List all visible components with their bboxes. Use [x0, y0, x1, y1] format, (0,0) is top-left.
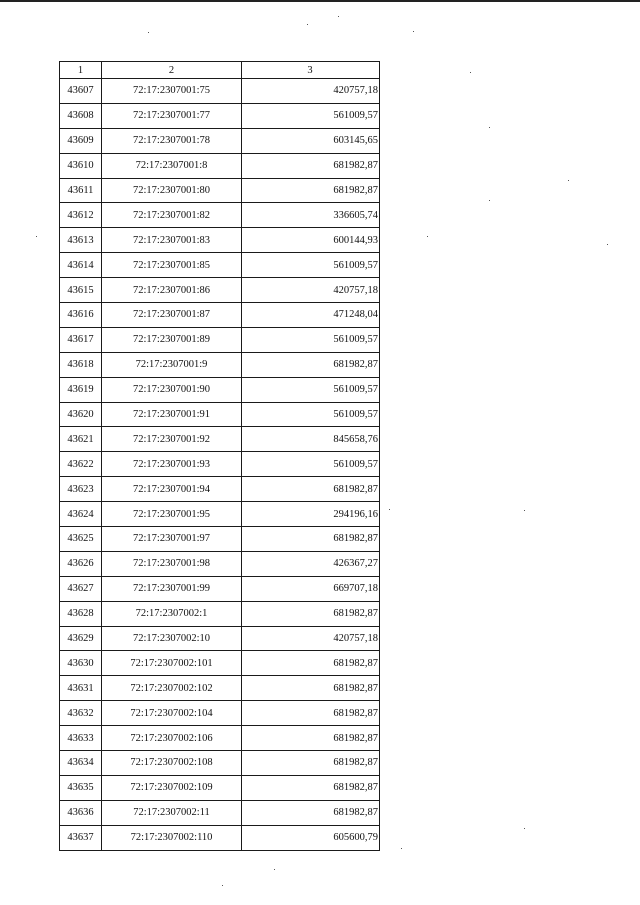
value-cell: 681982,87 [242, 601, 380, 626]
table-row [60, 253, 380, 278]
cadastral-number-cell: 72:17:2307001:87 [102, 303, 242, 328]
scan-speck [36, 236, 37, 237]
table-row [60, 178, 380, 203]
scan-speck [489, 127, 490, 128]
cadastral-number-cell: 72:17:2307001:80 [102, 178, 242, 203]
cadastral-number-cell: 72:17:2307001:90 [102, 377, 242, 402]
cadastral-number-cell: 72:17:2307002:11 [102, 800, 242, 825]
cadastral-number-cell: 72:17:2307001:85 [102, 253, 242, 278]
value-cell: 681982,87 [242, 751, 380, 776]
table-row [60, 775, 380, 800]
scan-speck [607, 244, 608, 245]
table-row [60, 527, 380, 552]
scan-speck [489, 200, 490, 201]
row-number-cell: 43611 [60, 178, 102, 203]
cadastral-number-cell: 72:17:2307001:94 [102, 477, 242, 502]
row-number-cell: 43608 [60, 103, 102, 128]
table-row [60, 502, 380, 527]
value-cell: 420757,18 [242, 278, 380, 303]
cadastral-number-cell: 72:17:2307002:110 [102, 825, 242, 850]
cadastral-number-cell: 72:17:2307001:78 [102, 128, 242, 153]
row-number-cell: 43610 [60, 153, 102, 178]
table-row [60, 551, 380, 576]
table-row [60, 103, 380, 128]
row-number-cell: 43616 [60, 303, 102, 328]
table-row [60, 153, 380, 178]
value-cell: 681982,87 [242, 651, 380, 676]
row-number-cell: 43633 [60, 726, 102, 751]
row-number-cell: 43621 [60, 427, 102, 452]
table-row [60, 751, 380, 776]
value-cell: 561009,57 [242, 377, 380, 402]
value-cell: 669707,18 [242, 576, 380, 601]
value-cell: 681982,87 [242, 775, 380, 800]
cadastral-number-cell: 72:17:2307001:77 [102, 103, 242, 128]
row-number-cell: 43609 [60, 128, 102, 153]
row-number-cell: 43627 [60, 576, 102, 601]
row-number-cell: 43635 [60, 775, 102, 800]
cadastral-number-cell: 72:17:2307002:109 [102, 775, 242, 800]
table-row [60, 477, 380, 502]
row-number-cell: 43626 [60, 551, 102, 576]
value-cell: 681982,87 [242, 676, 380, 701]
table-row [60, 576, 380, 601]
row-number-cell: 43613 [60, 228, 102, 253]
cadastral-number-cell: 72:17:2307002:10 [102, 626, 242, 651]
scan-speck [338, 16, 339, 17]
cadastral-number-cell: 72:17:2307001:91 [102, 402, 242, 427]
value-cell: 681982,87 [242, 800, 380, 825]
table-row [60, 676, 380, 701]
scan-top-edge [0, 0, 640, 2]
row-number-cell: 43619 [60, 377, 102, 402]
scan-speck [413, 31, 414, 32]
value-cell: 420757,18 [242, 79, 380, 104]
value-cell: 681982,87 [242, 477, 380, 502]
value-cell: 600144,93 [242, 228, 380, 253]
scan-speck [307, 24, 308, 25]
scan-speck [470, 72, 471, 73]
value-cell: 681982,87 [242, 352, 380, 377]
cadastral-number-cell: 72:17:2307002:108 [102, 751, 242, 776]
column-header: 2 [102, 62, 242, 79]
cadastral-number-cell: 72:17:2307001:89 [102, 327, 242, 352]
table-row [60, 427, 380, 452]
value-cell: 561009,57 [242, 103, 380, 128]
cadastral-number-cell: 72:17:2307002:104 [102, 701, 242, 726]
table-row [60, 651, 380, 676]
cadastral-number-cell: 72:17:2307001:97 [102, 527, 242, 552]
table-row [60, 452, 380, 477]
value-cell: 603145,65 [242, 128, 380, 153]
scan-speck [148, 32, 149, 33]
value-cell: 681982,87 [242, 178, 380, 203]
row-number-cell: 43634 [60, 751, 102, 776]
value-cell: 294196,16 [242, 502, 380, 527]
table-row [60, 303, 380, 328]
table-row [60, 377, 380, 402]
value-cell: 681982,87 [242, 527, 380, 552]
table-row [60, 327, 380, 352]
row-number-cell: 43630 [60, 651, 102, 676]
value-cell: 681982,87 [242, 153, 380, 178]
table-header-row [60, 62, 380, 79]
cadastral-number-cell: 72:17:2307001:83 [102, 228, 242, 253]
value-cell: 561009,57 [242, 253, 380, 278]
table-row [60, 601, 380, 626]
table-row [60, 128, 380, 153]
scan-speck [524, 510, 525, 511]
row-number-cell: 43620 [60, 402, 102, 427]
row-number-cell: 43628 [60, 601, 102, 626]
row-number-cell: 43629 [60, 626, 102, 651]
value-cell: 426367,27 [242, 551, 380, 576]
value-cell: 605600,79 [242, 825, 380, 850]
cadastral-number-cell: 72:17:2307001:9 [102, 352, 242, 377]
cadastral-number-cell: 72:17:2307001:99 [102, 576, 242, 601]
table-row [60, 228, 380, 253]
cadastral-number-cell: 72:17:2307002:106 [102, 726, 242, 751]
cadastral-number-cell: 72:17:2307001:98 [102, 551, 242, 576]
row-number-cell: 43612 [60, 203, 102, 228]
cadastral-value-table [59, 61, 380, 851]
row-number-cell: 43637 [60, 825, 102, 850]
scan-speck [401, 848, 402, 849]
cadastral-number-cell: 72:17:2307001:93 [102, 452, 242, 477]
table-row [60, 701, 380, 726]
table-row [60, 203, 380, 228]
row-number-cell: 43618 [60, 352, 102, 377]
value-cell: 561009,57 [242, 452, 380, 477]
scan-speck [427, 236, 428, 237]
row-number-cell: 43614 [60, 253, 102, 278]
column-header: 3 [242, 62, 380, 79]
scan-speck [524, 828, 525, 829]
cadastral-number-cell: 72:17:2307001:92 [102, 427, 242, 452]
value-cell: 681982,87 [242, 726, 380, 751]
cadastral-number-cell: 72:17:2307002:101 [102, 651, 242, 676]
table-row [60, 402, 380, 427]
scan-speck [568, 180, 569, 181]
row-number-cell: 43632 [60, 701, 102, 726]
row-number-cell: 43631 [60, 676, 102, 701]
cadastral-number-cell: 72:17:2307001:8 [102, 153, 242, 178]
row-number-cell: 43607 [60, 79, 102, 104]
table-row [60, 800, 380, 825]
row-number-cell: 43636 [60, 800, 102, 825]
table-row [60, 278, 380, 303]
value-cell: 561009,57 [242, 402, 380, 427]
cadastral-number-cell: 72:17:2307001:86 [102, 278, 242, 303]
row-number-cell: 43623 [60, 477, 102, 502]
cadastral-number-cell: 72:17:2307001:75 [102, 79, 242, 104]
row-number-cell: 43625 [60, 527, 102, 552]
value-cell: 845658,76 [242, 427, 380, 452]
cadastral-number-cell: 72:17:2307002:1 [102, 601, 242, 626]
cadastral-number-cell: 72:17:2307001:95 [102, 502, 242, 527]
scan-speck [389, 509, 390, 510]
value-cell: 681982,87 [242, 701, 380, 726]
row-number-cell: 43617 [60, 327, 102, 352]
row-number-cell: 43622 [60, 452, 102, 477]
table-row [60, 79, 380, 104]
cadastral-number-cell: 72:17:2307002:102 [102, 676, 242, 701]
value-cell: 561009,57 [242, 327, 380, 352]
row-number-cell: 43615 [60, 278, 102, 303]
value-cell: 420757,18 [242, 626, 380, 651]
cadastral-number-cell: 72:17:2307001:82 [102, 203, 242, 228]
value-cell: 471248,04 [242, 303, 380, 328]
table-row [60, 626, 380, 651]
column-header: 1 [60, 62, 102, 79]
value-cell: 336605,74 [242, 203, 380, 228]
table-row [60, 352, 380, 377]
table-row [60, 726, 380, 751]
scan-speck [222, 885, 223, 886]
table-row [60, 825, 380, 850]
scan-speck [274, 869, 275, 870]
row-number-cell: 43624 [60, 502, 102, 527]
